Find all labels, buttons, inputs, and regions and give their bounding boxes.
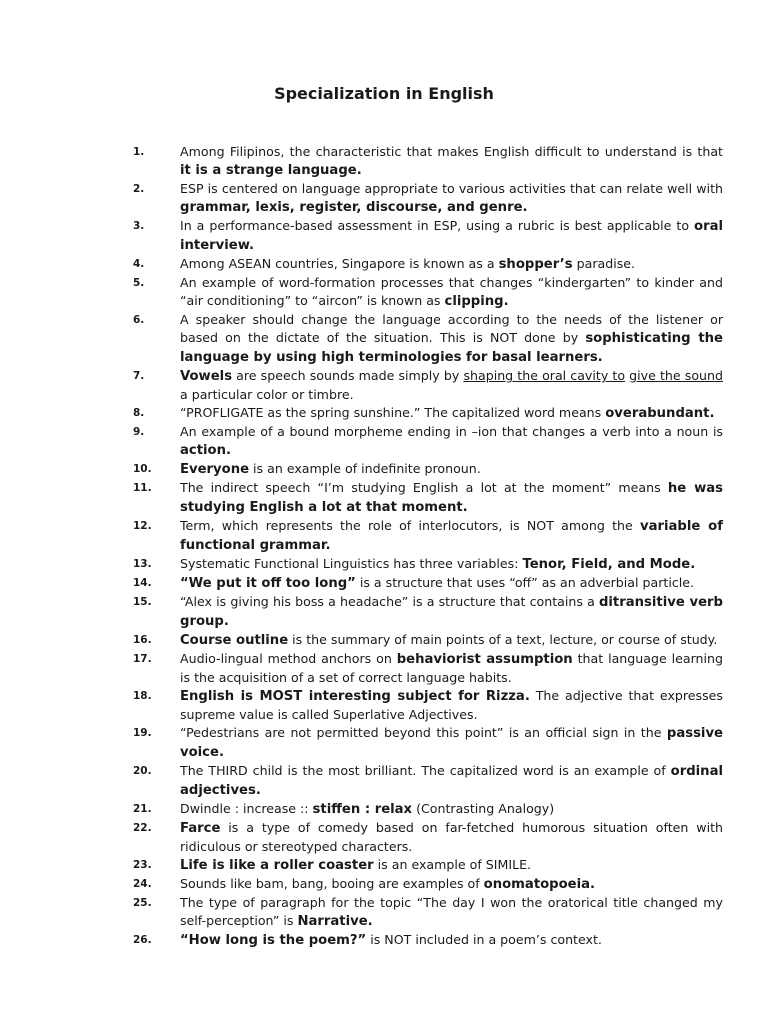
list-item — [0, 217, 768, 255]
answer-text: overabundant. — [605, 406, 715, 421]
answer-text: passive voice. — [180, 726, 723, 760]
item-number: 1. — [133, 146, 145, 158]
list-item — [0, 479, 768, 517]
item-number: 16. — [133, 634, 152, 646]
item-text — [180, 876, 595, 891]
list-item — [0, 856, 768, 875]
list-item — [0, 931, 768, 950]
item-text — [180, 181, 723, 214]
list-item — [0, 423, 768, 460]
item-number: 2. — [133, 183, 145, 195]
item-number: 15. — [133, 596, 152, 608]
answer-text: “How long is the poem?” — [180, 933, 367, 948]
question-text: Systematic Functional Linguistics has three variables: — [180, 556, 523, 571]
item-number: 26. — [133, 934, 152, 946]
list-item — [0, 894, 768, 931]
item-text — [180, 218, 723, 252]
list-item — [0, 687, 768, 724]
list-item — [0, 555, 768, 574]
answer-text: stiffen : relax — [312, 802, 413, 817]
item-number: 4. — [133, 258, 145, 270]
item-text — [180, 632, 717, 647]
question-text: In a performance-based assessment in ESP, using a rubric is best applicable to — [180, 218, 695, 233]
list-item — [0, 367, 768, 404]
list-item — [0, 593, 768, 631]
answer-text: it is a strange language. — [180, 163, 362, 178]
list-item — [0, 517, 768, 555]
answer-text: Everyone — [180, 462, 250, 477]
page-title: Specialization in English — [274, 84, 494, 103]
list-item — [0, 875, 768, 894]
question-text: The indirect speech “I’m studying English a lot at the moment” means — [180, 480, 668, 495]
item-number: 10. — [133, 463, 152, 475]
list-item — [0, 631, 768, 650]
item-text — [180, 725, 723, 759]
item-number: 24. — [133, 878, 152, 890]
item-text — [180, 518, 723, 552]
item-text — [180, 312, 723, 364]
answer-text: action. — [180, 443, 231, 458]
answer-text: onomatopoeia. — [483, 877, 596, 892]
list-item — [0, 143, 768, 180]
question-list — [0, 143, 768, 950]
answer-text: ditransitive verb group. — [180, 595, 723, 629]
item-number: 9. — [133, 426, 145, 438]
item-number: 25. — [133, 897, 152, 909]
question-text: a particular color or timbre. — [180, 387, 354, 402]
item-text — [180, 368, 723, 402]
item-number: 18. — [133, 690, 152, 702]
item-text — [180, 144, 723, 177]
question-text: An example of word-formation processes that changes “kindergarten” to kinder and “air conditioning” to “aircon” is known as — [180, 275, 723, 308]
answer-text: Narrative. — [297, 914, 373, 929]
question-text: Sounds like bam, bang, booing are examples of — [180, 876, 484, 891]
item-number: 3. — [133, 220, 145, 232]
question-text: are speech sounds made simply by — [232, 368, 464, 383]
item-number: 17. — [133, 653, 152, 665]
list-item — [0, 274, 768, 311]
answer-text: variable of functional grammar. — [180, 519, 723, 553]
item-text — [180, 424, 723, 457]
answer-text: Life is like a roller coaster — [180, 858, 374, 873]
question-text: “Pedestrians are not permitted beyond this point” is an official sign in the — [180, 725, 667, 740]
answer-text: Vowels — [180, 369, 233, 384]
answer-text: English is MOST interesting subject for Rizza. — [180, 689, 530, 704]
item-number: 13. — [133, 558, 152, 570]
item-text — [180, 556, 695, 571]
question-text: An example of a bound morpheme ending in –ion that changes a verb into a noun is — [180, 424, 723, 439]
list-item — [0, 650, 768, 687]
question-text: paradise. — [572, 256, 636, 271]
item-text — [180, 405, 714, 420]
question-text: Audio-lingual method anchors on — [180, 651, 397, 666]
item-text — [180, 461, 481, 476]
item-text — [180, 820, 723, 854]
item-text — [180, 275, 723, 308]
item-number: 23. — [133, 859, 152, 871]
answer-text: ordinal adjectives. — [180, 764, 723, 798]
question-text: is the summary of main points of a text, lecture, or course of study. — [288, 632, 718, 647]
question-text: is a structure that uses “off” as an adverbial particle. — [355, 575, 695, 590]
question-text: Term, which represents the role of interlocutors, is NOT among the — [180, 518, 641, 533]
question-text: is a type of comedy based on far-fetched humorous situation often with ridiculous or stereotyped characters. — [180, 820, 723, 854]
question-text: ESP is centered on language appropriate to various activities that can relate well with — [180, 181, 723, 196]
question-text: Dwindle : increase :: — [180, 801, 313, 816]
question-text: (Contrasting Analogy) — [412, 801, 555, 816]
item-text — [180, 651, 723, 685]
list-item — [0, 460, 768, 479]
item-text — [180, 575, 694, 590]
item-number: 12. — [133, 520, 152, 532]
question-text: is NOT included in a poem’s context. — [366, 932, 602, 947]
item-text — [180, 256, 635, 271]
item-number: 5. — [133, 277, 145, 289]
underlined-text: give the sound — [629, 368, 723, 383]
question-text: The type of paragraph for the topic “The day I won the oratorical title changed my self-perception” is — [180, 895, 723, 928]
item-number: 6. — [133, 314, 145, 326]
question-text: Among ASEAN countries, Singapore is known as a — [180, 256, 499, 271]
item-text — [180, 480, 723, 514]
question-text: is an example of indefinite pronoun. — [249, 461, 481, 476]
answer-text: behaviorist assumption — [396, 652, 573, 667]
question-text: “PROFLIGATE as the spring sunshine.” The capitalized word means — [180, 405, 606, 420]
underlined-text: shaping the oral cavity to — [463, 368, 626, 383]
question-text: that language learning is the acquisition of a set of correct language habits. — [180, 651, 723, 685]
answer-text: Tenor, Field, and Mode. — [522, 557, 696, 572]
item-number: 14. — [133, 577, 152, 589]
question-text: The adjective that expresses supreme value is called Superlative Adjectives. — [180, 688, 723, 722]
question-text: Among Filipinos, the characteristic that makes English difficult to understand is that — [180, 144, 723, 159]
item-text — [180, 857, 531, 872]
list-item — [0, 800, 768, 819]
item-text — [180, 763, 723, 797]
item-text — [180, 895, 723, 928]
list-item — [0, 180, 768, 217]
item-number: 8. — [133, 407, 145, 419]
list-item — [0, 404, 768, 423]
list-item — [0, 819, 768, 856]
question-text: A speaker should change the language according to the needs of the listener or based on the dictate of the situation. This is NOT done by — [180, 312, 723, 345]
item-number: 20. — [133, 765, 152, 777]
answer-text: grammar, lexis, register, discourse, and genre. — [180, 200, 528, 215]
answer-text: “We put it off too long” — [180, 576, 356, 591]
answer-text: oral interview. — [180, 219, 723, 253]
answer-text: shopper’s — [498, 257, 573, 272]
answer-text: sophisticating the language by using high terminologies for basal learners. — [180, 331, 723, 365]
item-number: 21. — [133, 803, 152, 815]
item-number: 11. — [133, 482, 152, 494]
question-text: “Alex is giving his boss a headache” is a structure that contains a — [180, 594, 599, 609]
list-item — [0, 311, 768, 367]
list-item — [0, 724, 768, 762]
item-number: 7. — [133, 370, 145, 382]
answer-text: Farce — [180, 821, 221, 836]
question-text: The THIRD child is the most brilliant. The capitalized word is an example of — [180, 763, 671, 778]
item-number: 22. — [133, 822, 152, 834]
list-item — [0, 574, 768, 593]
list-item — [0, 762, 768, 800]
answer-text: Course outline — [180, 633, 289, 648]
item-text — [180, 688, 723, 722]
answer-text: clipping. — [444, 294, 509, 309]
item-text — [180, 594, 723, 628]
list-item — [0, 255, 768, 274]
question-text: is an example of SIMILE. — [373, 857, 532, 872]
answer-text: he was studying English a lot at that moment. — [180, 481, 724, 515]
item-text — [180, 801, 554, 816]
item-number: 19. — [133, 727, 152, 739]
item-text — [180, 932, 602, 947]
